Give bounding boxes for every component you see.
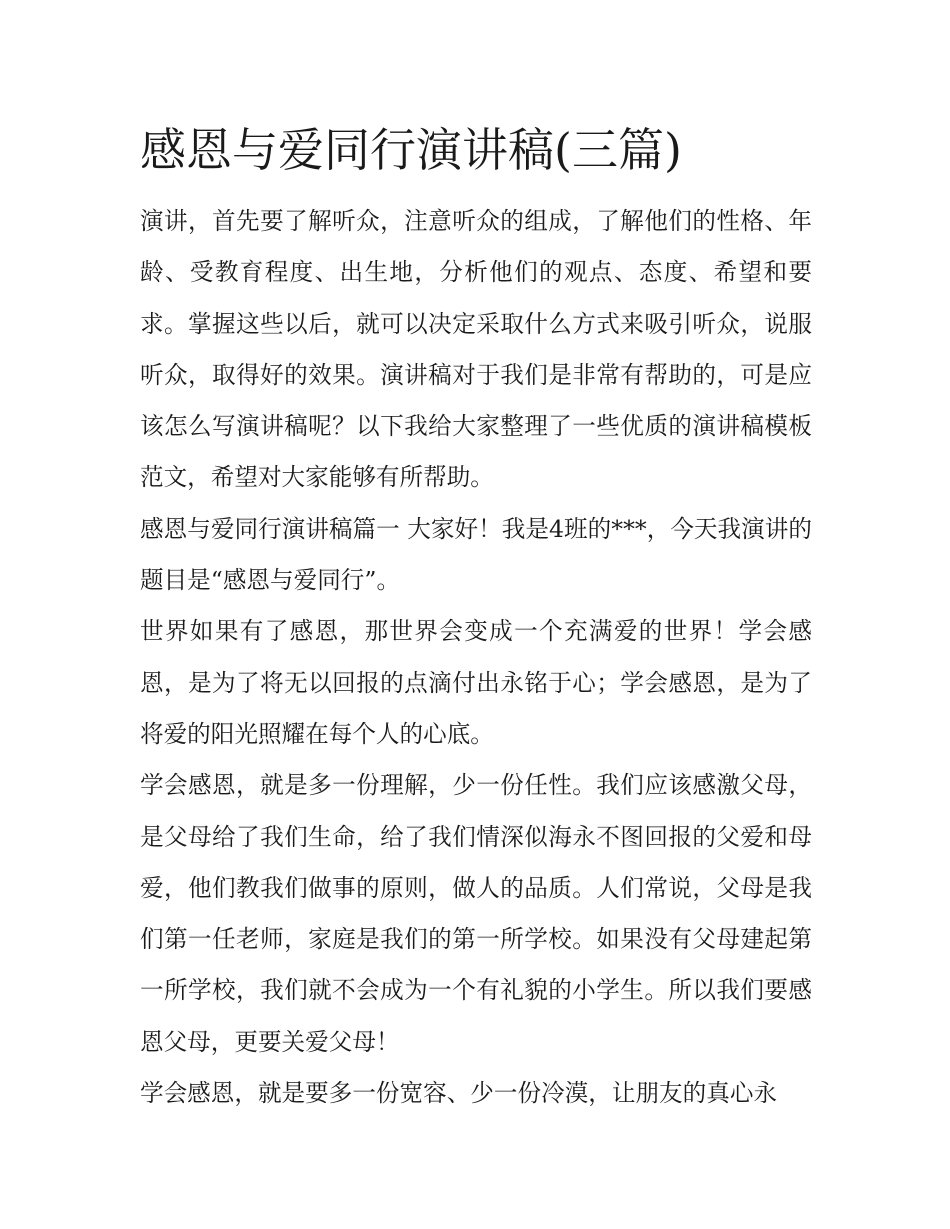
document-title: 感恩与爱同行演讲稿(三篇) [140, 123, 682, 177]
paragraph-gratitude-friends: 学会感恩，就是要多一份宽容、少一份冷漠，让朋友的真心永 [140, 1079, 778, 1108]
paragraph-gratitude-world: 世界如果有了感恩，那世界会变成一个充满爱的世界！学会感恩，是为了将无以回报的点滴付出永铭于心；学会感恩，是为了将爱的阳光照耀在每个人的心底。 [140, 617, 812, 748]
paragraph-intro: 演讲，首先要了解听众，注意听众的组成，了解他们的性格、年龄、受教育程度、出生地，分析他们的观点、态度、希望和要求。掌握这些以后，就可以决定采取什么方式来吸引听众，说服听众，取得好的效果。演讲稿对于我们是非常有帮助的，可是应该怎么写演讲稿呢？以下我给大家整理了一些优质的演讲稿模板范文，希望对大家能够有所帮助。 [140, 207, 812, 492]
title-spacing [140, 188, 812, 196]
document-body [140, 112, 812, 1119]
paragraph-speech-opening: 感恩与爱同行演讲稿篇一 大家好！我是4班的***，今天我演讲的题目是“感恩与爱同行”。 [140, 514, 812, 595]
paragraph-gratitude-parents: 学会感恩，就是多一份理解，少一份任性。我们应该感激父母，是父母给了我们生命，给了我们情深似海永不图回报的父爱和母爱，他们教我们做事的原则，做人的品质。人们常说，父母是我们第一任老师，家庭是我们的第一所学校。如果没有父母建起第一所学校，我们就不会成为一个有礼貌的小学生。所以我们要感恩父母，更要关爱父母！ [140, 771, 812, 1056]
